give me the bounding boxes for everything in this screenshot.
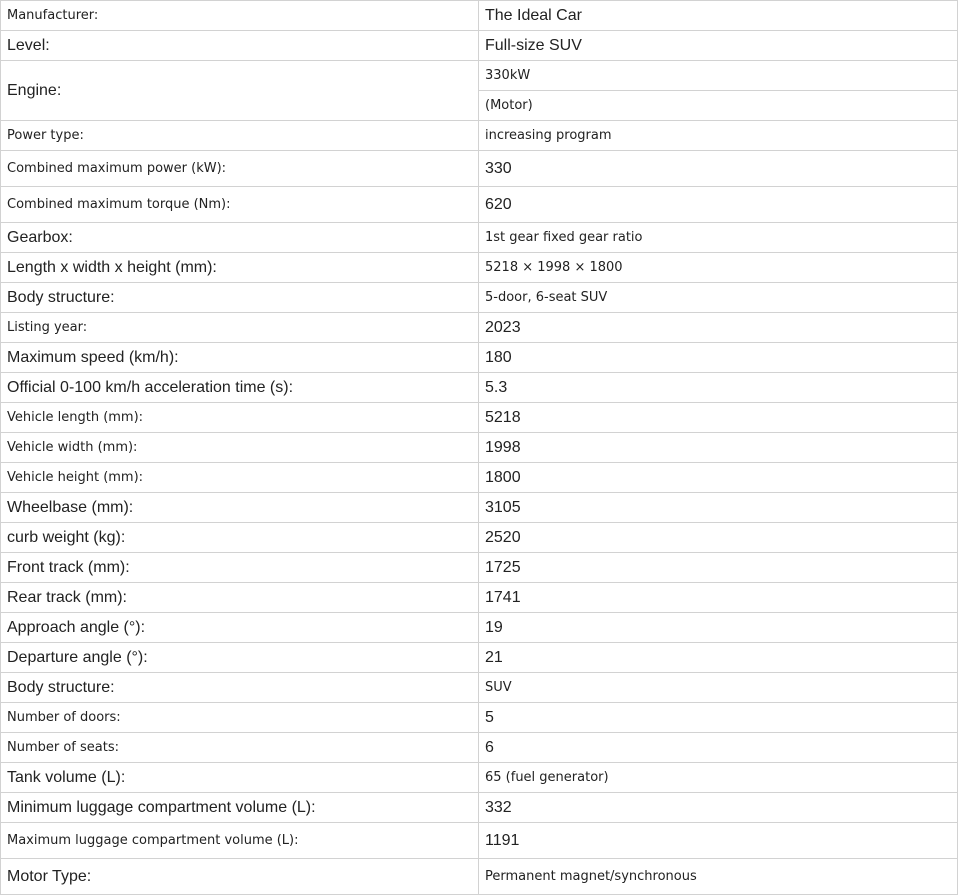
spec-label: Front track (mm): — [1, 553, 479, 583]
spec-table-body — [1, 1, 958, 895]
table-row — [1, 223, 958, 253]
spec-label: Departure angle (°): — [1, 643, 479, 673]
spec-value: 19 — [479, 613, 958, 643]
spec-value: 620 — [479, 187, 958, 223]
spec-label: curb weight (kg): — [1, 523, 479, 553]
spec-value: 1191 — [479, 823, 958, 859]
spec-label: Power type: — [1, 121, 479, 151]
spec-label: Number of doors: — [1, 703, 479, 733]
spec-value: SUV — [479, 673, 958, 703]
table-row — [1, 151, 958, 187]
spec-value: 330kW — [479, 61, 958, 91]
spec-value: 2023 — [479, 313, 958, 343]
table-row — [1, 433, 958, 463]
spec-value: Full-size SUV — [479, 31, 958, 61]
spec-value: 180 — [479, 343, 958, 373]
table-row — [1, 1, 958, 31]
spec-label: Vehicle length (mm): — [1, 403, 479, 433]
spec-value: 1741 — [479, 583, 958, 613]
spec-value: 65 (fuel generator) — [479, 763, 958, 793]
table-row — [1, 859, 958, 895]
spec-value: 1st gear fixed gear ratio — [479, 223, 958, 253]
spec-label: Level: — [1, 31, 479, 61]
spec-label: Maximum luggage compartment volume (L): — [1, 823, 479, 859]
table-row — [1, 823, 958, 859]
table-row — [1, 343, 958, 373]
spec-value: 5218 — [479, 403, 958, 433]
spec-label: Vehicle height (mm): — [1, 463, 479, 493]
table-row — [1, 493, 958, 523]
spec-value: 330 — [479, 151, 958, 187]
spec-label: Gearbox: — [1, 223, 479, 253]
spec-value: (Motor) — [479, 91, 958, 121]
spec-label: Number of seats: — [1, 733, 479, 763]
spec-value: 5-door, 6-seat SUV — [479, 283, 958, 313]
spec-label: Engine: — [1, 61, 479, 121]
table-row — [1, 61, 958, 91]
spec-label: Approach angle (°): — [1, 613, 479, 643]
table-row — [1, 793, 958, 823]
table-row — [1, 253, 958, 283]
spec-value: 2520 — [479, 523, 958, 553]
spec-label: Combined maximum torque (Nm): — [1, 187, 479, 223]
spec-value: Permanent magnet/synchronous — [479, 859, 958, 895]
spec-value: 1998 — [479, 433, 958, 463]
spec-label: Motor Type: — [1, 859, 479, 895]
table-row — [1, 583, 958, 613]
spec-label: Minimum luggage compartment volume (L): — [1, 793, 479, 823]
table-row — [1, 643, 958, 673]
table-row — [1, 373, 958, 403]
spec-value: 6 — [479, 733, 958, 763]
spec-label: Official 0-100 km/h acceleration time (s): — [1, 373, 479, 403]
spec-value: 5.3 — [479, 373, 958, 403]
table-row — [1, 313, 958, 343]
spec-label: Maximum speed (km/h): — [1, 343, 479, 373]
table-row — [1, 31, 958, 61]
table-row — [1, 613, 958, 643]
table-row — [1, 283, 958, 313]
spec-value: 21 — [479, 643, 958, 673]
table-row — [1, 121, 958, 151]
spec-label: Length x width x height (mm): — [1, 253, 479, 283]
spec-label: Wheelbase (mm): — [1, 493, 479, 523]
spec-value: 5 — [479, 703, 958, 733]
spec-value: 3105 — [479, 493, 958, 523]
table-row — [1, 187, 958, 223]
spec-label: Body structure: — [1, 673, 479, 703]
spec-value: 1800 — [479, 463, 958, 493]
spec-value: The Ideal Car — [479, 1, 958, 31]
spec-label: Listing year: — [1, 313, 479, 343]
spec-label: Manufacturer: — [1, 1, 479, 31]
spec-value: 1725 — [479, 553, 958, 583]
table-row — [1, 463, 958, 493]
table-row — [1, 763, 958, 793]
spec-label: Vehicle width (mm): — [1, 433, 479, 463]
table-row — [1, 703, 958, 733]
table-row — [1, 553, 958, 583]
spec-value: 332 — [479, 793, 958, 823]
table-row — [1, 733, 958, 763]
table-row — [1, 673, 958, 703]
table-row — [1, 403, 958, 433]
table-row — [1, 523, 958, 553]
spec-value: 5218 × 1998 × 1800 — [479, 253, 958, 283]
spec-label: Combined maximum power (kW): — [1, 151, 479, 187]
spec-label: Rear track (mm): — [1, 583, 479, 613]
spec-label: Tank volume (L): — [1, 763, 479, 793]
spec-label: Body structure: — [1, 283, 479, 313]
spec-value: increasing program — [479, 121, 958, 151]
